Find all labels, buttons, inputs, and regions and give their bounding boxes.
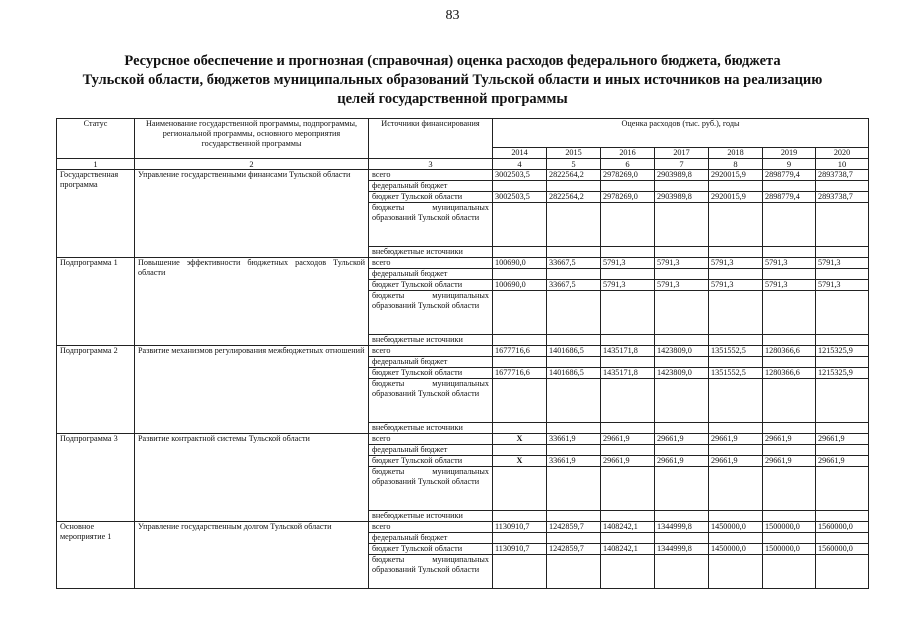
amount-cell: 100690,0 xyxy=(493,280,547,291)
amount-cell xyxy=(655,533,709,544)
amount-cell xyxy=(493,445,547,456)
amount-cell xyxy=(547,291,601,335)
funding-source-cell: внебюджетные источники xyxy=(369,247,493,258)
amount-cell xyxy=(601,203,655,247)
amount-cell: 29661,9 xyxy=(816,434,869,445)
amount-cell: X xyxy=(493,434,547,445)
amount-cell: 1215325,9 xyxy=(816,346,869,357)
amount-cell xyxy=(547,269,601,280)
column-number: 10 xyxy=(816,159,869,170)
amount-cell xyxy=(816,291,869,335)
funding-source-cell: внебюджетные источники xyxy=(369,335,493,346)
table-row xyxy=(57,258,869,269)
amount-cell xyxy=(655,467,709,511)
amount-cell: 29661,9 xyxy=(601,456,655,467)
funding-source-cell: федеральный бюджет xyxy=(369,181,493,192)
amount-cell xyxy=(709,379,763,423)
amount-cell: 2893738,7 xyxy=(816,170,869,181)
amount-cell: 2903989,8 xyxy=(655,192,709,203)
amount-cell xyxy=(655,555,709,589)
funding-source-cell: бюджет Тульской области xyxy=(369,280,493,291)
amount-cell xyxy=(816,445,869,456)
funding-source-cell: бюджет Тульской области xyxy=(369,456,493,467)
funding-source-cell: федеральный бюджет xyxy=(369,357,493,368)
title-line: целей государственной программы xyxy=(337,91,568,107)
year-header: 2017 xyxy=(655,148,709,159)
amount-cell xyxy=(763,511,816,522)
amount-cell xyxy=(709,511,763,522)
funding-source-cell: всего xyxy=(369,522,493,533)
amount-cell: 1351552,5 xyxy=(709,368,763,379)
status-cell: Государственная программа xyxy=(57,170,135,258)
amount-cell xyxy=(763,423,816,434)
amount-cell xyxy=(816,269,869,280)
amount-cell xyxy=(816,423,869,434)
amount-cell xyxy=(547,533,601,544)
amount-cell: 1408242,1 xyxy=(601,522,655,533)
amount-cell: 1280366,6 xyxy=(763,368,816,379)
amount-cell: 2978269,0 xyxy=(601,170,655,181)
header-estimate: Оценка расходов (тыс. руб.), годы xyxy=(493,119,869,148)
amount-cell: 1560000,0 xyxy=(816,544,869,555)
funding-source-cell: бюджеты муниципальных образований Тульской области xyxy=(369,555,493,589)
amount-cell xyxy=(816,555,869,589)
amount-cell xyxy=(493,379,547,423)
amount-cell: 1351552,5 xyxy=(709,346,763,357)
amount-cell: 29661,9 xyxy=(816,456,869,467)
funding-source-cell: всего xyxy=(369,170,493,181)
funding-source-cell: федеральный бюджет xyxy=(369,533,493,544)
funding-source-cell: всего xyxy=(369,434,493,445)
amount-cell xyxy=(493,269,547,280)
amount-cell: 1280366,6 xyxy=(763,346,816,357)
amount-cell xyxy=(763,335,816,346)
amount-cell: 29661,9 xyxy=(709,456,763,467)
amount-cell: 5791,3 xyxy=(655,258,709,269)
amount-cell: 3002503,5 xyxy=(493,192,547,203)
amount-cell: 2822564,2 xyxy=(547,170,601,181)
amount-cell xyxy=(547,203,601,247)
amount-cell: 1215325,9 xyxy=(816,368,869,379)
column-number: 5 xyxy=(547,159,601,170)
amount-cell xyxy=(763,379,816,423)
table-row xyxy=(57,434,869,445)
amount-cell xyxy=(709,533,763,544)
amount-cell xyxy=(655,291,709,335)
amount-cell: 1408242,1 xyxy=(601,544,655,555)
funding-source-cell: бюджет Тульской области xyxy=(369,368,493,379)
amount-cell xyxy=(655,357,709,368)
amount-cell xyxy=(655,203,709,247)
funding-source-cell: бюджеты муниципальных образований Тульской области xyxy=(369,379,493,423)
amount-cell: 2978269,0 xyxy=(601,192,655,203)
amount-cell xyxy=(601,181,655,192)
amount-cell xyxy=(816,467,869,511)
amount-cell xyxy=(493,467,547,511)
table-row xyxy=(57,170,869,181)
program-name-cell: Управление государственным долгом Тульской области xyxy=(135,522,369,589)
year-header: 2014 xyxy=(493,148,547,159)
year-header: 2016 xyxy=(601,148,655,159)
amount-cell: 29661,9 xyxy=(655,456,709,467)
amount-cell xyxy=(655,181,709,192)
amount-cell xyxy=(493,357,547,368)
amount-cell xyxy=(709,335,763,346)
program-name-cell: Повышение эффективности бюджетных расходов Тульской области xyxy=(135,258,369,346)
amount-cell: 1423809,0 xyxy=(655,368,709,379)
amount-cell xyxy=(763,467,816,511)
amount-cell xyxy=(601,247,655,258)
amount-cell xyxy=(655,445,709,456)
amount-cell xyxy=(763,181,816,192)
amount-cell xyxy=(763,269,816,280)
year-header: 2015 xyxy=(547,148,601,159)
funding-source-cell: внебюджетные источники xyxy=(369,511,493,522)
amount-cell xyxy=(601,269,655,280)
amount-cell xyxy=(816,247,869,258)
amount-cell xyxy=(547,247,601,258)
amount-cell xyxy=(493,555,547,589)
amount-cell xyxy=(709,467,763,511)
status-cell: Подпрограмма 3 xyxy=(57,434,135,522)
amount-cell: 29661,9 xyxy=(763,456,816,467)
amount-cell: 29661,9 xyxy=(655,434,709,445)
amount-cell: 33661,9 xyxy=(547,434,601,445)
amount-cell: 2920015,9 xyxy=(709,192,763,203)
amount-cell: 1130910,7 xyxy=(493,544,547,555)
amount-cell: 1450000,0 xyxy=(709,544,763,555)
amount-cell xyxy=(763,445,816,456)
amount-cell xyxy=(601,291,655,335)
year-header: 2020 xyxy=(816,148,869,159)
amount-cell xyxy=(709,423,763,434)
amount-cell: 33667,5 xyxy=(547,258,601,269)
amount-cell xyxy=(655,379,709,423)
amount-cell xyxy=(493,247,547,258)
amount-cell xyxy=(709,247,763,258)
amount-cell: 1435171,8 xyxy=(601,346,655,357)
amount-cell xyxy=(547,511,601,522)
amount-cell: 100690,0 xyxy=(493,258,547,269)
amount-cell: 33667,5 xyxy=(547,280,601,291)
document-title xyxy=(40,52,865,109)
amount-cell: 1401686,5 xyxy=(547,368,601,379)
amount-cell: 1242859,7 xyxy=(547,522,601,533)
amount-cell xyxy=(493,181,547,192)
amount-cell xyxy=(816,181,869,192)
amount-cell: 29661,9 xyxy=(763,434,816,445)
amount-cell: 1344999,8 xyxy=(655,522,709,533)
amount-cell xyxy=(816,203,869,247)
amount-cell: 1130910,7 xyxy=(493,522,547,533)
amount-cell xyxy=(601,357,655,368)
funding-source-cell: бюджет Тульской области xyxy=(369,192,493,203)
amount-cell: 1344999,8 xyxy=(655,544,709,555)
amount-cell xyxy=(601,555,655,589)
amount-cell xyxy=(709,445,763,456)
amount-cell: 5791,3 xyxy=(763,280,816,291)
column-number: 9 xyxy=(763,159,816,170)
amount-cell xyxy=(493,335,547,346)
status-cell: Подпрограмма 1 xyxy=(57,258,135,346)
program-name-cell: Управление государственными финансами Тульской области xyxy=(135,170,369,258)
amount-cell xyxy=(547,555,601,589)
page-number: 83 xyxy=(445,8,460,23)
header-sources: Источники финансирования xyxy=(369,119,493,159)
amount-cell xyxy=(547,357,601,368)
amount-cell: 2920015,9 xyxy=(709,170,763,181)
amount-cell xyxy=(816,357,869,368)
column-number: 1 xyxy=(57,159,135,170)
amount-cell: 1677716,6 xyxy=(493,346,547,357)
funding-source-cell: бюджеты муниципальных образований Тульской области xyxy=(369,467,493,511)
funding-source-cell: всего xyxy=(369,258,493,269)
column-number: 6 xyxy=(601,159,655,170)
amount-cell xyxy=(547,335,601,346)
year-header: 2019 xyxy=(763,148,816,159)
funding-source-cell: бюджеты муниципальных образований Тульской области xyxy=(369,291,493,335)
amount-cell xyxy=(709,203,763,247)
amount-cell xyxy=(816,335,869,346)
amount-cell xyxy=(763,203,816,247)
expenses-table xyxy=(56,118,869,589)
amount-cell xyxy=(601,379,655,423)
funding-source-cell: бюджет Тульской области xyxy=(369,544,493,555)
amount-cell: 5791,3 xyxy=(601,280,655,291)
table-row xyxy=(57,522,869,533)
title-line: Ресурсное обеспечение и прогнозная (справочная) оценка расходов федерального бюджета, бюджета xyxy=(124,53,781,69)
program-name-cell: Развитие механизмов регулирования межбюджетных отношений xyxy=(135,346,369,434)
amount-cell: 1242859,7 xyxy=(547,544,601,555)
amount-cell: 1450000,0 xyxy=(709,522,763,533)
amount-cell xyxy=(709,181,763,192)
amount-cell: 2898779,4 xyxy=(763,170,816,181)
status-cell: Подпрограмма 2 xyxy=(57,346,135,434)
amount-cell xyxy=(763,533,816,544)
amount-cell: 1500000,0 xyxy=(763,522,816,533)
amount-cell xyxy=(493,291,547,335)
amount-cell xyxy=(493,203,547,247)
amount-cell xyxy=(493,533,547,544)
amount-cell: 29661,9 xyxy=(709,434,763,445)
amount-cell: 2898779,4 xyxy=(763,192,816,203)
amount-cell xyxy=(763,291,816,335)
amount-cell xyxy=(709,555,763,589)
amount-cell: 2903989,8 xyxy=(655,170,709,181)
amount-cell xyxy=(547,379,601,423)
program-name-cell: Развитие контрактной системы Тульской области xyxy=(135,434,369,522)
header-name: Наименование государственной программы, подпрограммы, региональной программы, основного мероприятия государственной программы xyxy=(135,119,369,159)
amount-cell: 2822564,2 xyxy=(547,192,601,203)
amount-cell: 1677716,6 xyxy=(493,368,547,379)
amount-cell xyxy=(547,467,601,511)
amount-cell: 5791,3 xyxy=(601,258,655,269)
amount-cell xyxy=(816,511,869,522)
header-status: Статус xyxy=(57,119,135,159)
funding-source-cell: федеральный бюджет xyxy=(369,269,493,280)
amount-cell xyxy=(493,511,547,522)
amount-cell: 5791,3 xyxy=(709,258,763,269)
amount-cell xyxy=(763,247,816,258)
amount-cell xyxy=(763,555,816,589)
amount-cell: 3002503,5 xyxy=(493,170,547,181)
year-header: 2018 xyxy=(709,148,763,159)
funding-source-cell: бюджеты муниципальных образований Тульской области xyxy=(369,203,493,247)
title-line: Тульской области, бюджетов муниципальных образований Тульской области и иных источников на реализацию xyxy=(82,72,823,88)
amount-cell: 5791,3 xyxy=(655,280,709,291)
amount-cell: 33661,9 xyxy=(547,456,601,467)
amount-cell: 5791,3 xyxy=(763,258,816,269)
funding-source-cell: федеральный бюджет xyxy=(369,445,493,456)
amount-cell xyxy=(601,423,655,434)
amount-cell: 1560000,0 xyxy=(816,522,869,533)
amount-cell xyxy=(601,467,655,511)
amount-cell xyxy=(601,335,655,346)
amount-cell xyxy=(655,423,709,434)
amount-cell: 2893738,7 xyxy=(816,192,869,203)
amount-cell xyxy=(709,269,763,280)
amount-cell xyxy=(655,511,709,522)
column-number: 3 xyxy=(369,159,493,170)
amount-cell xyxy=(655,247,709,258)
amount-cell: 5791,3 xyxy=(816,258,869,269)
amount-cell xyxy=(709,291,763,335)
amount-cell: 1435171,8 xyxy=(601,368,655,379)
amount-cell xyxy=(816,533,869,544)
amount-cell: 5791,3 xyxy=(816,280,869,291)
amount-cell: 1500000,0 xyxy=(763,544,816,555)
column-number: 4 xyxy=(493,159,547,170)
amount-cell xyxy=(493,423,547,434)
column-number: 2 xyxy=(135,159,369,170)
amount-cell: X xyxy=(493,456,547,467)
funding-source-cell: внебюджетные источники xyxy=(369,423,493,434)
amount-cell xyxy=(601,511,655,522)
amount-cell xyxy=(547,423,601,434)
amount-cell: 1423809,0 xyxy=(655,346,709,357)
status-cell: Основное мероприятие 1 xyxy=(57,522,135,589)
amount-cell xyxy=(655,335,709,346)
amount-cell xyxy=(816,379,869,423)
amount-cell xyxy=(547,181,601,192)
column-number: 7 xyxy=(655,159,709,170)
amount-cell: 29661,9 xyxy=(601,434,655,445)
funding-source-cell: всего xyxy=(369,346,493,357)
table-row xyxy=(57,346,869,357)
amount-cell xyxy=(709,357,763,368)
amount-cell xyxy=(655,269,709,280)
column-number: 8 xyxy=(709,159,763,170)
amount-cell xyxy=(763,357,816,368)
amount-cell: 5791,3 xyxy=(709,280,763,291)
amount-cell xyxy=(547,445,601,456)
amount-cell xyxy=(601,533,655,544)
amount-cell xyxy=(601,445,655,456)
amount-cell: 1401686,5 xyxy=(547,346,601,357)
